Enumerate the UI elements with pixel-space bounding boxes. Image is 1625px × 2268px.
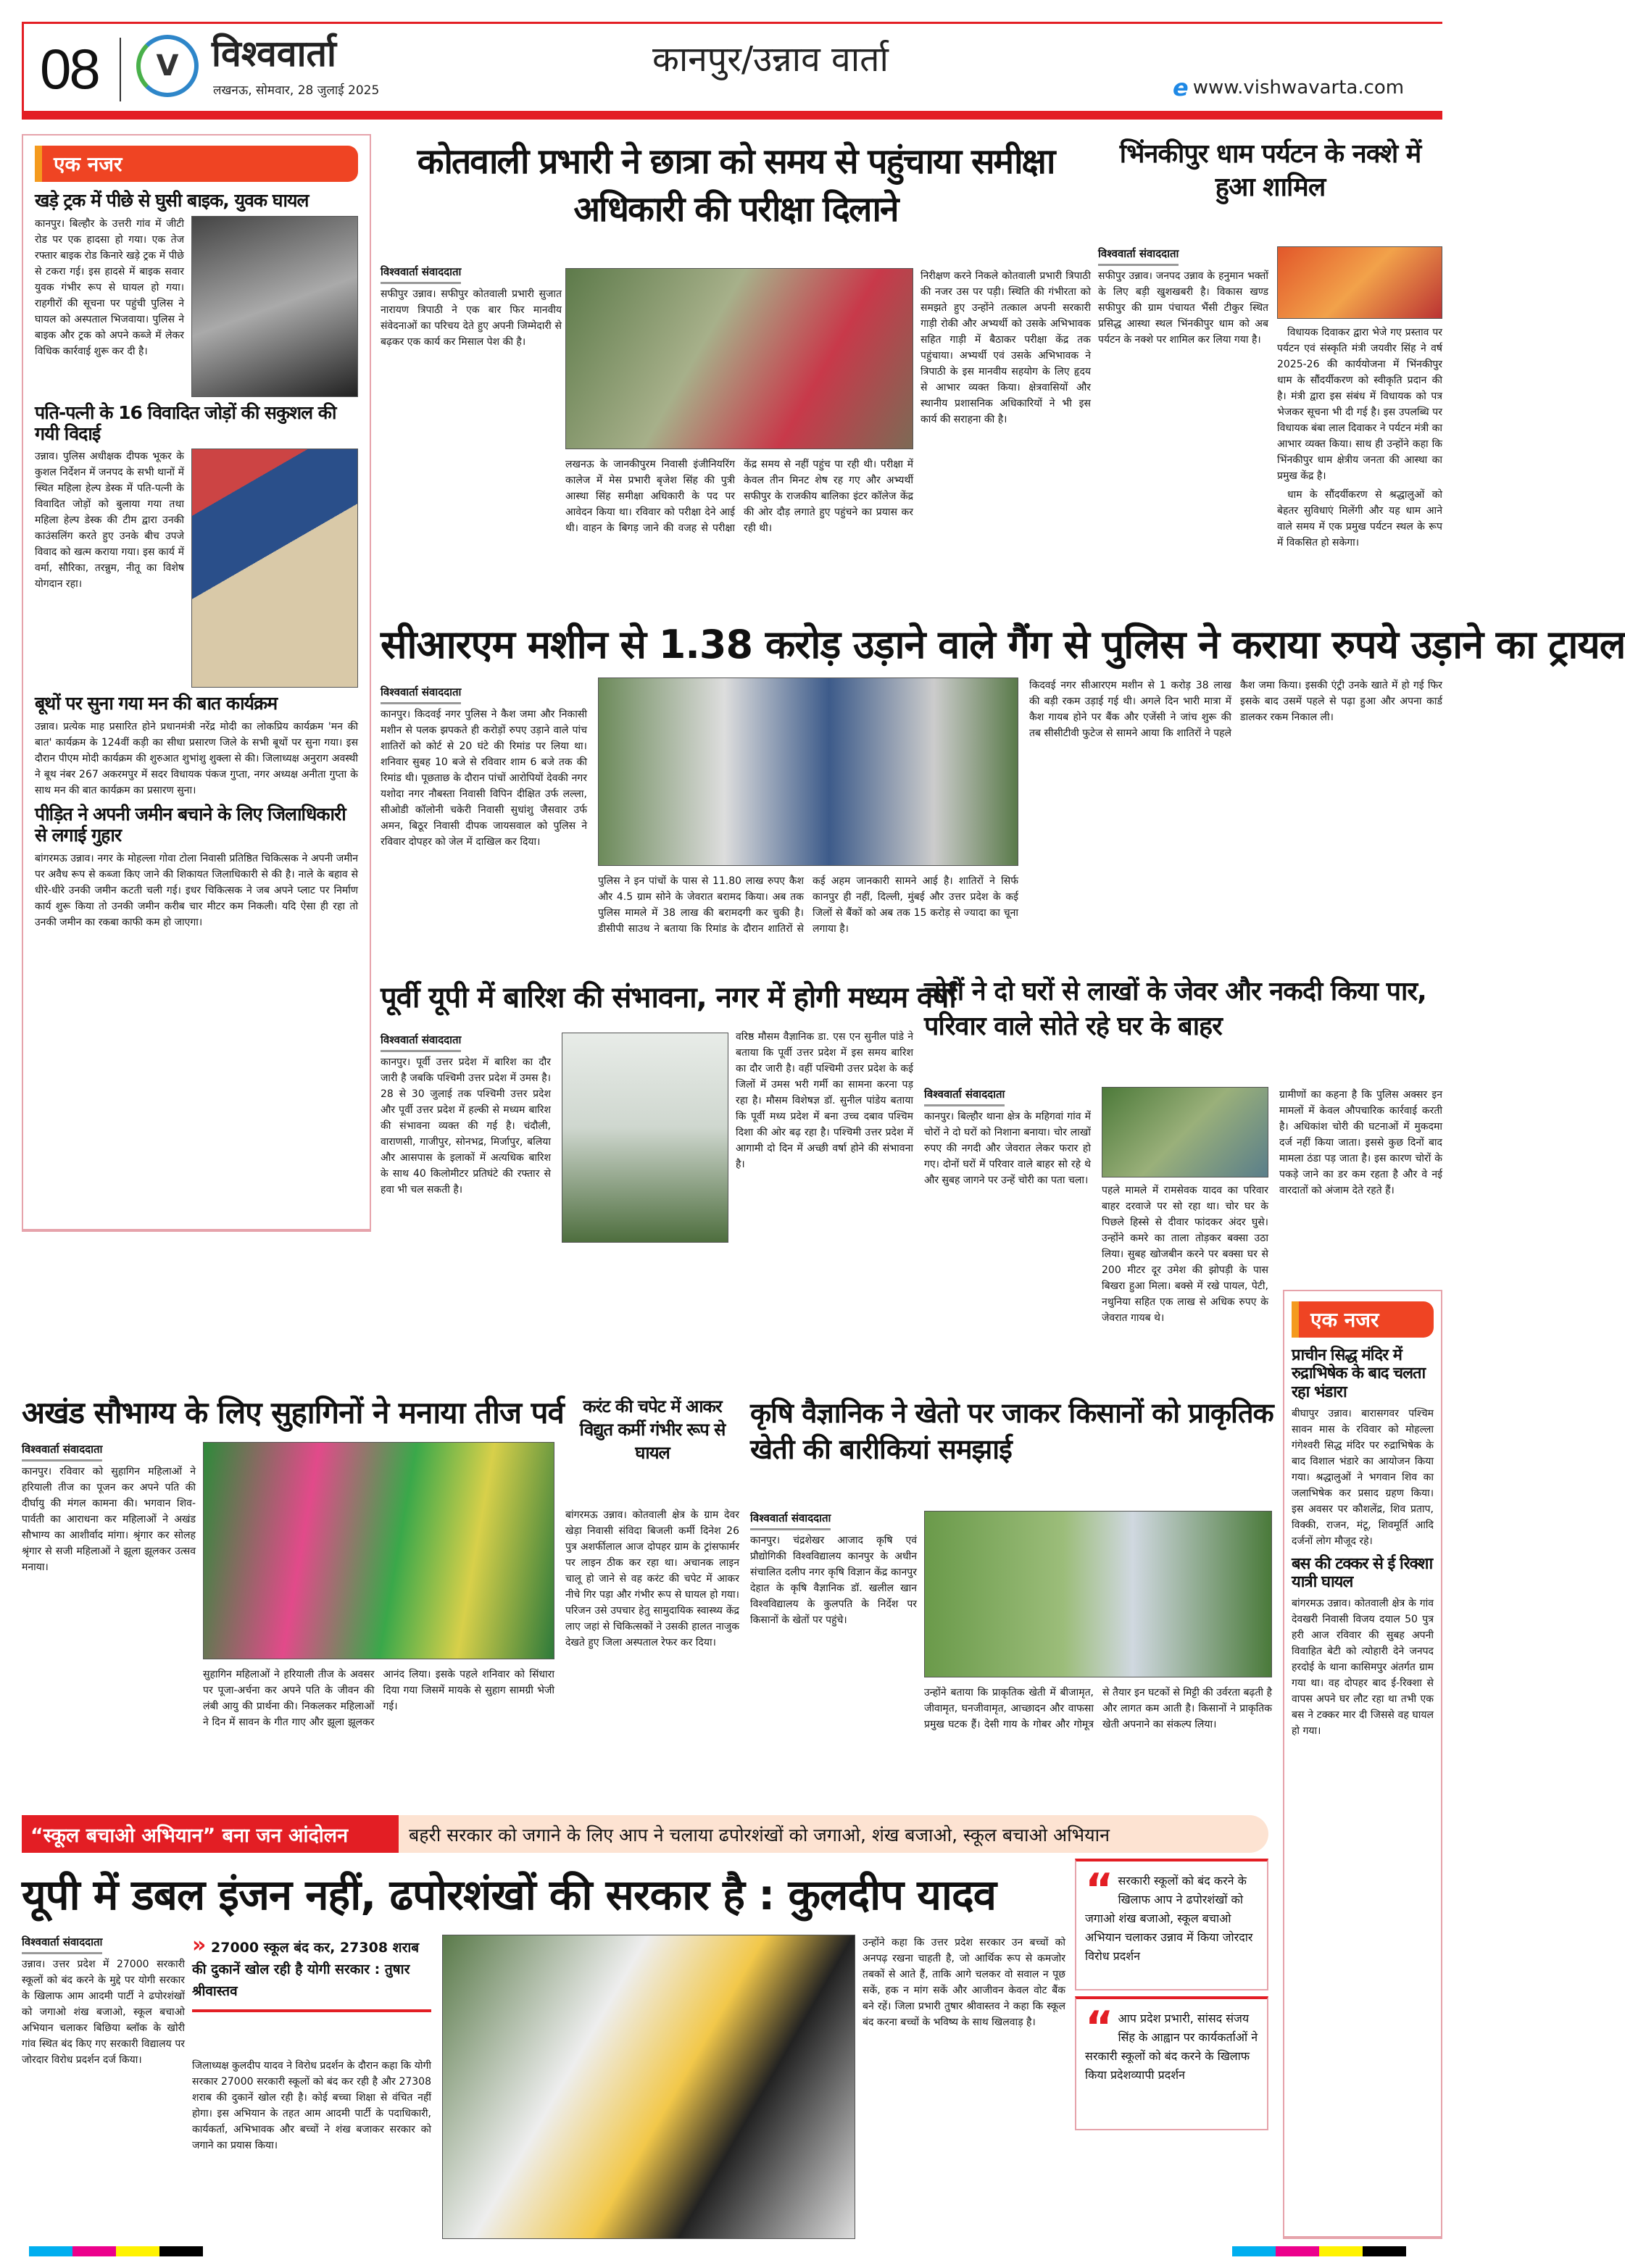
accident-photo xyxy=(191,216,358,397)
article-body: वरिष्ठ मौसम वैज्ञानिक डा. एस एन सुनील पांडे ने बताया कि पूर्वी उत्तर प्रदेश में इस समय बारिश का दौर जारी है। वहीं पश्चिमी उत्तर प्रदेश के कई जिलों में उमस भरी गर्मी का सामना करना पड़ रहा है। मौसम विशेषज्ञ डॉ. सुनील पांडेय बताया कि पूर्वी मध्य प्रदेश में बना उच्च दबाव पश्चिम दिशा की ओर बढ़ रहा है। पश्चिमी उत्तर प्रदेश में आगामी दो दिन में अच्छी वर्षा होने की संभावना है। xyxy=(736,1031,913,1170)
registration-bar-yellow xyxy=(1319,2246,1363,2256)
website-url: www.vishwavarta.com xyxy=(1192,77,1405,99)
divider xyxy=(120,38,121,101)
quote-mark-icon: “ xyxy=(1085,2002,1114,2053)
article-body: सफीपुर उन्नाव। सफीपुर कोतवाली प्रभारी सुजात नारायण त्रिपाठी ने एक बार फिर मानवीय संवेदनाओं का परिचय देते हुए अपनी जिम्मेदारी से बढ़कर एक कार्य कर मिसाल पेश की है। xyxy=(381,288,562,348)
headline-crm: सीआरएम मशीन से 1.38 करोड़ उड़ाने वाले गैंग से पुलिस ने कराया रुपये उड़ाने का ट्रायल xyxy=(381,622,1625,667)
article-body: कानपुर। पूर्वी उत्तर प्रदेश में बारिश का दौर जारी है जबकि पश्चिमी उत्तर प्रदेश में उमस है। 28 से 30 जुलाई तक पश्चिमी उत्तर प्रदेश और पूर्वी उत्तर प्रदेश में हल्की से मध्यम बारिश की संभावना व्यक्त की गई है। चंदौली, वाराणसी, गाजीपुर, सोनभद्र, मिर्जापुर, बलिया और आसपास के इलाकों में अत्यधिक बारिश के साथ 40 किलोमीटर प्रतिघंटे की रफ्तार से हवा भी चल सकती है। xyxy=(381,1056,551,1196)
website-link[interactable] xyxy=(1173,74,1404,101)
headline-rain: पूर्वी यूपी में बारिश की संभावना, नगर में होगी मध्यम वर्षा xyxy=(381,981,956,1014)
dateline: लखनऊ, सोमवार, 28 जुलाई 2025 xyxy=(213,83,380,98)
byline: विश्ववार्ता संवाददाता xyxy=(924,1087,1005,1106)
section-tag: एक नजर xyxy=(35,146,358,182)
registration-bar-black xyxy=(159,2246,203,2256)
byline: विश्ववार्ता संवाददाता xyxy=(22,1935,102,1954)
quote-text: आप प्रदेश प्रभारी, सांसद संजय सिंह के आह्वान पर कार्यकर्ताओं ने सरकारी स्कूलों को बंद करने के खिलाफ किया प्रदेशव्यापी प्रदर्शन xyxy=(1085,2011,1258,2082)
pull-quote xyxy=(192,1935,431,2012)
article-body: कानपुर। रविवार को सुहागिन महिलाओं ने हरियाली तीज का पूजन कर अपने पति की दीर्घायु की मंगल कामना की। भगवान शिव-पार्वती का आराधना कर महिलाओं ने अखंड सौभाग्य का आशीर्वाद मांगा। श्रृंगार कर सोलह श्रृंगार से सजी महिलाओं ने झूला झूलकर उत्सव मनाया। xyxy=(22,1466,196,1573)
brief-headline: बूथों पर सुना गया मन की बात कार्यक्रम xyxy=(35,693,278,714)
article-body: कानपुर। चंद्रशेखर आजाद कृषि एवं प्रौद्योगिकी विश्वविद्यालय कानपुर के अधीन संचालित दलीप नगर कृषि विज्ञान केंद्र कानपुर देहात के कृषि वैज्ञानिक डॉ. खलील खान विश्वविद्यालय के कुलपति के निर्देश पर किसानों के खेतों पर पहुंचे। xyxy=(750,1535,917,1626)
article-body: पुलिस ने इन पांचों के पास से 11.80 लाख रुपए कैश और 4.5 ग्राम सोने के जेवरात बरामद किया। अब तक पुलिस मामले में 38 लाख की बरामदगी कर चुकी है। डीसीपी साउथ ने बताया कि रिमांड के दौरान शातिरों से कई अहम जानकारी सामने आई है। शातिरों ने सिर्फ कानपुर ही नहीं, दिल्ली, मुंबई और उत्तर प्रदेश के कई जिलों से बैंकों को अब तक 15 करोड़ से ज्यादा का चूना लगाया है। xyxy=(598,875,1018,935)
brief-headline: बस की टक्कर से ई रिक्शा यात्री घायल xyxy=(1292,1554,1433,1592)
quote-mark-icon: “ xyxy=(1085,1864,1114,1915)
article-body: सफीपुर उन्नाव। जनपद उन्नाव के हनुमान भक्तों के लिए बड़ी खुशखबरी है। विकास खण्ड सफीपुर की ग्राम पंचायत भैंसी टीकुर स्थित प्रसिद्ध आस्था स्थल भिंनकीपुर धाम को अब पर्यटन के नक्शे पर शामिल कर लिया गया है। xyxy=(1098,270,1268,346)
brief-headline: पति-पत्नी के 16 विवादित जोड़ों की सकुशल की गयी विदाई xyxy=(35,401,336,444)
ek-nazar-column-right xyxy=(1283,1290,1442,2239)
logo-letter: V xyxy=(156,49,179,83)
brief-body: कानपुर। बिल्हौर के उत्तरी गांव में जीटी रोड पर एक हादसा हो गया। एक तेज रफ्तार बाइक रोड किनारे खड़े ट्रक में पीछे से टकरा गई। इस हादसे में बाइक सवार युवक गंभीर रूप से घायल हो गया। राहगीरों की सूचना पर पहुंची पुलिस ने घायल को अस्पताल भिजवाया। पुलिस ने बाइक और ट्रक को अपने कब्जे में लेकर विधिक कार्रवाई शुरू कर दी है। xyxy=(35,217,184,357)
page-number: 08 xyxy=(40,37,99,101)
byline: विश्ववार्ता संवाददाता xyxy=(1098,246,1179,266)
banner-kicker: “स्कूल बचाओ अभियान” बना जन आंदोलन xyxy=(22,1815,399,1853)
brief-body: उन्नाव। प्रत्येक माह प्रसारित होने प्रधानमंत्री नरेंद्र मोदी का लोकप्रिय कार्यक्रम 'मन की बात' कार्यक्रम के 124वीं कड़ी का सीधा प्रसारण जिले के सभी बूथों पर सुना गया। इस दौरान पीएम मोदी कार्यक्रम की शुरुआत शुभांशु शुक्ला से की। जिलाध्यक्ष अनुराग अवस्थी ने बूथ नंबर 267 अकरमपुर में सदर विधायक पंकज गुप्ता, नगर अध्यक्ष अनीता गुप्ता के साथ मन की बात कार्यक्रम का प्रसारण सुना। xyxy=(35,721,358,796)
quote-box xyxy=(1075,1859,1268,1990)
quote-text: सरकारी स्कूलों को बंद करने के खिलाफ आप ने ढपोरशंखों को जगाओ शंख बजाओ, स्कूल बचाओ अभियान चलाकर उन्नाव में किया जोरदार विरोध प्रदर्शन xyxy=(1085,1874,1253,1963)
farm-visit-photo xyxy=(924,1511,1272,1677)
byline: विश्ववार्ता संवाददाता xyxy=(381,1033,461,1052)
campaign-banner xyxy=(22,1815,1268,1853)
article-body-continued xyxy=(1277,325,1442,611)
registration-bar-magenta xyxy=(72,2246,116,2256)
brief-body: बीघापुर उन्नाव। बारासगवर पश्चिम सावन मास के रविवार को मोहल्ला गंगेश्वरी सिद्ध मंदिर पर रुद्राभिषेक के बाद विशाल भंडारे का आयोजन किया गया। श्रद्धालुओं ने भगवान शिव का जलाभिषेक कर प्रसाद ग्रहण किया। इस अवसर पर कौशलेंद्र, शिव प्रताप, विक्की, राजन, मंटू, शिवमूर्ति आदि दर्जनों लोग मौजूद रहे। xyxy=(1292,1407,1434,1547)
byline: विश्ववार्ता संवाददाता xyxy=(750,1511,831,1530)
article-body: कानपुर। बिल्हौर थाना क्षेत्र के महिगवां गांव में चोरों ने दो घरों को निशाना बनाया। चोर लाखों रुपए की नगदी और जेवरात लेकर फरार हो गए। दोनों घरों में परिवार वाले बाहर सो रहे थे और सुबह जागने पर उन्हें चोरी का पता चला। xyxy=(924,1111,1091,1186)
article-body: उन्नाव। उत्तर प्रदेश में 27000 सरकारी स्कूलों को बंद करने के मुद्दे पर योगी सरकार के खिलाफ आम आदमी पार्टी ने ढपोरशंखों को जगाओ शंख बजाओ, स्कूल बचाओ अभियान चलाकर बिछिया ब्लॉक के खोरी गांव स्थित बंद किए गए सरकारी विद्यालय पर जोरदार विरोध प्रदर्शन दर्ज किया। xyxy=(22,1959,185,2066)
teej-celebration-photo xyxy=(203,1442,554,1659)
ek-nazar-column xyxy=(22,134,371,1232)
article-body: सुहागिन महिलाओं ने हरियाली तीज के अवसर पर पूजा-अर्चना कर अपने पति के जीवन की लंबी आयु की प्रार्थना की। निकलकर महिलाओं ने दिन में सावन के गीत गाए और झूला झूलकर आनंद लिया। इसके पहले शनिवार को सिंधारा दिया गया जिसमें मायके से सुहाग सामग्री भेजी गई। xyxy=(203,1669,554,1728)
protest-photo xyxy=(442,1935,855,2239)
brief-body: उन्नाव। पुलिस अधीक्षक दीपक भूकर के कुशल निर्देशन में जनपद के सभी थानों में स्थित महिला हेल्प डेस्क में पति-पत्नी के विवादित जोड़ों को बुलाया गया तथा महिला हेल्प डेस्क की टीम द्वारा उनकी काउंसलिंग करते हुए उनके बीच उपजे विवाद को खत्म कराया गया। इस कार्य में वर्मा, सौरिका, तरन्नुम, नीतू का विशेष योगदान रहा। xyxy=(35,451,184,591)
masthead-title: विश्ववार्ता xyxy=(212,33,336,75)
headline-teej: अखंड सौभाग्य के लिए सुहागिनों ने मनाया तीज पर्व xyxy=(22,1395,564,1430)
article-body: निरीक्षण करने निकले कोतवाली प्रभारी त्रिपाठी की नजर उस पर पड़ी। स्थिति की गंभीरता को समझते हुए उन्होंने तत्काल अपनी सरकारी गाड़ी रोकी और अभ्यर्थी को उसके अभिभावक सहित गाड़ी में बैठाकर परीक्षा केंद्र तक पहुंचाया। अभ्यर्थी एवं उसके अभिभावक ने त्रिपाठी के इस मानवीय सहयोग के लिए हृदय से आभार व्यक्त किया। क्षेत्रवासियों और स्थानीय प्रशासनिक अधिकारियों ने भी इस कार्य की सराहना की है। xyxy=(920,270,1091,425)
quote-box xyxy=(1075,1996,1268,2130)
registration-bar-cyan xyxy=(29,2246,72,2256)
chevron-icon: » xyxy=(192,1933,207,1958)
article-body: जिलाध्यक्ष कुलदीप यादव ने विरोध प्रदर्शन के दौरान कहा कि योगी सरकार 27000 सरकारी स्कूलों को बंद कर रही है और 27308 शराब की दुकानें खोल रही है। कोई बच्चा शिक्षा से वंचित नहीं होगा। इस अभियान के तहत आम आदमी पार्टी के पदाधिकारी, कार्यकर्ता, अभिभावक और बच्चों ने शंख बजाकर सरकार को जगाने का प्रयास किया। xyxy=(192,2060,431,2151)
brief-body: बांगरमऊ उन्नाव। कोतवाली क्षेत्र के गांव देवखरी निवासी विजय दयाल 50 पुत्र हरी आज रविवार की सुबह अपनी विवाहित बेटी को त्योहारी देने जनपद हरदोई के थाना कासिमपुर अंतर्गत ग्राम गया था। वह दोपहर बाद ई-रिक्शा से वापस अपने घर लौट रहा था तभी एक बस ने टक्कर मार दी जिससे वह घायल हो गया। xyxy=(1292,1598,1434,1738)
headline-kotwali: कोतवाली प्रभारी ने छात्रा को समय से पहुंचाया समीक्षा अधिकारी की परीक्षा दिलाने xyxy=(417,141,1055,230)
article-paragraph: धाम के सौंदर्यीकरण से श्रद्धालुओं को बेहतर सुविधाएं मिलेंगी और यह धाम आने वाले समय में एक प्रमुख पर्यटन स्थल के रूप में विकसित हो सकेगा। xyxy=(1277,489,1442,549)
byline: विश्ववार्ता संवाददाता xyxy=(381,264,461,284)
article-body: बांगरमऊ उन्नाव। कोतवाली क्षेत्र के ग्राम देवर खेड़ा निवासी संविदा बिजली कर्मी दिनेश 26 पुत्र अशर्फीलाल आज दोपहर ग्राम के ट्रांसफार्मर पर लाइन ठीक कर रहा था। अचानक लाइन चालू हो जाने से वह करंट की चपेट में आकर नीचे गिर पड़ा और गंभीर रूप से घायल हो गया। परिजन उसे उपचार हेतु सामुदायिक स्वास्थ्य केंद्र लाए जहां से चिकित्सकों ने उसकी हालत नाजुक देखते हुए जिला अस्पताल रेफर कर दिया। xyxy=(565,1509,739,1648)
article-body: किदवई नगर सीआरएम मशीन से 1 करोड़ 38 लाख की बड़ी रकम उड़ाई गई थी। अगले दिन भारी मात्रा में कैश गायब होने पर बैंक और एजेंसी ने जांच शुरू की तब सीसीटीवी फुटेज से सामने आया कि शातिरों ने पहले कैश जमा किया। इसकी एंट्री उनके खाते में हो गई फिर इसके बाद उसमें पहले से पढ़ा हुआ और अपना कार्ड डालकर रकम निकाल ली। xyxy=(1029,680,1442,739)
kotwali-photo xyxy=(565,268,913,449)
pull-quote-text: 27000 स्कूल बंद कर, 27308 शराब की दुकानें खोल रही है योगी सरकार : तुषार श्रीवास्तव xyxy=(192,1940,420,1999)
browser-e-icon: e xyxy=(1173,74,1189,101)
headline-theft: चोरों ने दो घरों से लाखों के जेवर और नकदी किया पार, परिवार वाले सोते रहे घर के बाहर xyxy=(924,977,1426,1041)
article-body: ग्रामीणों का कहना है कि पुलिस अक्सर इन मामलों में केवल औपचारिक कार्रवाई करती है। अधिकांश चोरी की घटनाओं में मुकदमा दर्ज नहीं किया जाता। इससे कुछ दिनों बाद मामला ठंडा पड़ जाता है। इस कारण चोरों के पकड़े जाने का डर कम रहता है और वे नई वारदातों को अंजाम देते रहते हैं। xyxy=(1279,1089,1442,1196)
hanuman-temple-photo xyxy=(1277,246,1442,319)
article-body: उन्होंने बताया कि प्राकृतिक खेती में बीजामृत, जीवामृत, घनजीवामृत, आच्छादन और वाफसा प्रमुख घटक हैं। देसी गाय के गोबर और गोमूत्र से तैयार इन घटकों से मिट्टी की उर्वरता बढ़ती है और लागत कम आती है। किसानों ने प्राकृतिक खेती अपनाने का संकल्प लिया। xyxy=(924,1687,1272,1730)
article-body: लखनऊ के जानकीपुरम निवासी इंजीनियरिंग कालेज में मेस प्रभारी बृजेश सिंह की पुत्री आस्था सिंह समीक्षा अधिकारी के पद पर आवेदन किया था। रविवार को परीक्षा देने आई थी। वाहन के बिगड़ जाने की वजह से परीक्षा केंद्र समय से नहीं पहुंच पा रही थी। परीक्षा में केवल तीन मिनट शेष रह गए और अभ्यर्थी सफीपुर के राजकीय बालिका इंटर कॉलेज केंद्र की ओर दौड़ लगाते हुए पहुंचने का प्रयास कर रही थी। xyxy=(565,459,913,534)
registration-bar-black xyxy=(1363,2246,1406,2256)
headline-bhinkipur: भिंनकीपुर धाम पर्यटन के नक्शे में हुआ शामिल xyxy=(1119,139,1421,202)
registration-bar-magenta xyxy=(1276,2246,1319,2256)
article-body: कानपुर। किदवई नगर पुलिस ने कैश जमा और निकासी मशीन से पलक झपकते ही करोड़ों रुपए उड़ाने वाले पांच शातिरों को कोर्ट से 20 घंटे की रिमांड पर लिया था। शनिवार सुबह 10 बजे से रविवार शाम 6 बजे तक की रिमांड थी। पूछताछ के दौरान पांचों आरोपियों देवकी नगर यशोदा नगर नौबस्ता निवासी विपिन दीक्षित उर्फ लल्ला, सीओडी कॉलोनी चकेरी निवासी सुधांशु जैसवार उर्फ अमन, बिठूर निवासी दीपक जायसवाल को पुलिस ने रविवार दोपहर को जेल में दाखिल कर दिया। xyxy=(381,709,587,848)
headline-current: करंट की चपेट में आकर विद्युत कर्मी गंभीर रूप से घायल xyxy=(579,1396,726,1463)
headline-school: यूपी में डबल इंजन नहीं, ढपोरशंखों की सरकार है : कुलदीप यादव xyxy=(22,1870,996,1919)
article-body: उन्होंने कहा कि उत्तर प्रदेश सरकार उन बच्चों को अनपढ़ रखना चाहती है, जो आर्थिक रूप से कमजोर तबकों से आते हैं, ताकि आगे चलकर वो सवाल न पूछ सकें, हक न मांग सकें और आजीवन केवल वोट बैंक बने रहें। जिला प्रभारी तुषार श्रीवास्तव ने कहा कि स्कूल बंद करना बच्चों के भविष्य के साथ खिलवाड़ है। xyxy=(863,1937,1065,2028)
brief-headline: पीड़ित ने अपनी जमीन बचाने के लिए जिलाधिकारी से लगाई गुहार xyxy=(35,804,346,846)
section-title: कानपुर/उन्नाव वार्ता xyxy=(652,39,889,80)
banner-subhead: बहरी सरकार को जगाने के लिए आप ने चलाया ढपोरशंखों को जगाओ, शंख बजाओ, स्कूल बचाओ अभियान xyxy=(399,1815,1268,1853)
headline-krishi: कृषि वैज्ञानिक ने खेतो पर जाकर किसानों को प्राकृतिक खेती की बारीकियां समझाई xyxy=(750,1397,1273,1465)
brief-body: बांगरमऊ उन्नाव। नगर के मोहल्ला गोवा टोला निवासी प्रतिष्ठित चिकित्सक ने अपनी जमीन पर अवैध रूप से कब्जा किए जाने की शिकायत जिलाधिकारी से की है। नाले के बहाव से धीरे-धीरे उनकी जमीन कटती चली गई। इधर चिकित्सक ने जब अपने प्लाट पर निर्माण कार्य शुरू किया तो उनकी जमीन करीब चार मीटर कम निकली। यदि ऐसा ही रहा तो उनकी जमीन का रकबा काफी कम हो जाएगा। xyxy=(35,852,358,928)
police-gang-photo xyxy=(598,678,1018,866)
brief-headline: प्राचीन सिद्ध मंदिर में रुद्राभिषेक के बाद चलता रहा भंडारा xyxy=(1292,1346,1426,1401)
help-desk-photo xyxy=(191,449,358,688)
byline: विश्ववार्ता संवाददाता xyxy=(381,685,461,704)
article-paragraph: विधायक दिवाकर द्वारा भेजे गए प्रस्ताव पर पर्यटन एवं संस्कृति मंत्री जयवीर सिंह ने वर्ष 2025-26 की कार्ययोजना में भिंनकीपुर धाम के सौंदर्यीकरण को स्वीकृति प्रदान की है। मंत्री द्वारा इस संबंध में विधायक को पत्र भेजकर सूचना भी दी गई है। इस उपलब्धि पर विधायक बंबा लाल दिवाकर ने पर्यटन मंत्री का आभार व्यक्त किया। साथ ही उन्होंने कहा कि भिंनकीपुर धाम क्षेत्रीय जनता की आस्था का प्रमुख केंद्र है। xyxy=(1277,327,1442,482)
brief-headline: खड़े ट्रक में पीछे से घुसी बाइक, युवक घायल xyxy=(35,190,309,211)
byline: विश्ववार्ता संवाददाता xyxy=(22,1442,102,1462)
theft-scene-photo xyxy=(1102,1087,1268,1177)
section-tag: एक नजर xyxy=(1292,1301,1434,1338)
registration-bar-cyan xyxy=(1232,2246,1276,2256)
newspaper-logo-icon xyxy=(136,35,199,97)
registration-bar-yellow xyxy=(116,2246,159,2256)
rain-photo xyxy=(562,1033,728,1243)
article-body: पहले मामले में रामसेवक यादव का परिवार बाहर दरवाजे पर सो रहा था। चोर घर के पिछले हिस्से से दीवार फांदकर अंदर घुसे। उन्होंने कमरे का ताला तोड़कर बक्सा उठा लिया। सुबह खोजबीन करने पर बक्सा घर से 200 मीटर दूर उमेश की झोपड़ी के पास बिखरा हुआ मिला। बक्से में रखे पायल, पेटी, नथुनिया सहित एक लाख से अधिक रुपए के जेवरात गायब थे। xyxy=(1102,1185,1268,1324)
